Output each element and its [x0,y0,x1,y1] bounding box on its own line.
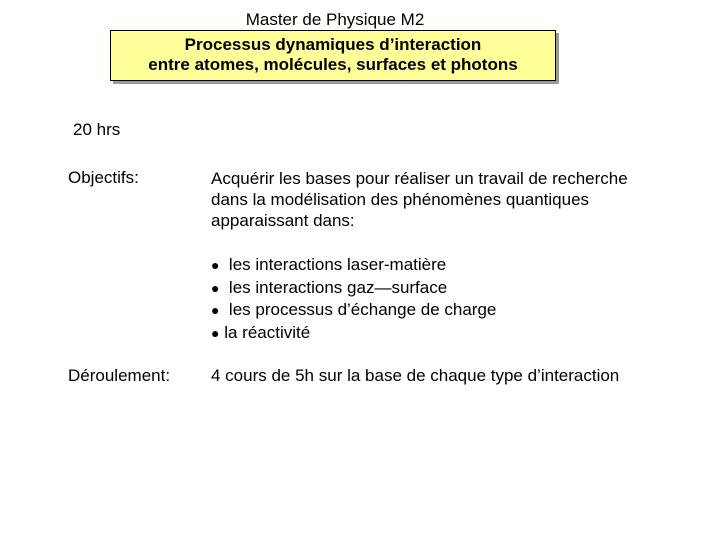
list-item [211,277,496,300]
course-title: Master de Physique M2 [245,10,425,29]
objectifs-label: Objectifs: [68,168,139,187]
bullet-text: les interactions gaz—surface [228,277,448,297]
bullet-icon: ● [211,279,220,296]
objectifs-bullet-list [211,254,496,344]
list-item [211,322,496,345]
bullet-text: la réactivité [224,322,311,342]
bullet-icon: ● [211,302,220,318]
bullet-text: les processus d’échange de charge [228,300,497,319]
duration-text: 20 hrs [73,120,121,139]
objectifs-line: apparaissant dans: [211,211,355,230]
list-item [211,299,496,322]
title-line-2: entre atomes, molécules, surfaces et photons [148,55,518,74]
bullet-icon: ● [211,324,220,341]
bullet-icon: ● [211,257,220,273]
deroulement-label: Déroulement: [68,366,171,385]
title-line-1: Processus dynamiques d’interaction [184,35,482,54]
objectifs-line: dans la modélisation des phénomènes quantiques [211,190,590,209]
list-item [211,254,496,277]
objectifs-description [211,168,681,231]
deroulement-description: 4 cours de 5h sur la base de chaque type d’interaction [211,366,620,385]
objectifs-line: Acquérir les bases pour réaliser un travail de recherche [211,169,628,188]
title-box [110,30,556,81]
bullet-text: les interactions laser-matière [228,255,447,274]
